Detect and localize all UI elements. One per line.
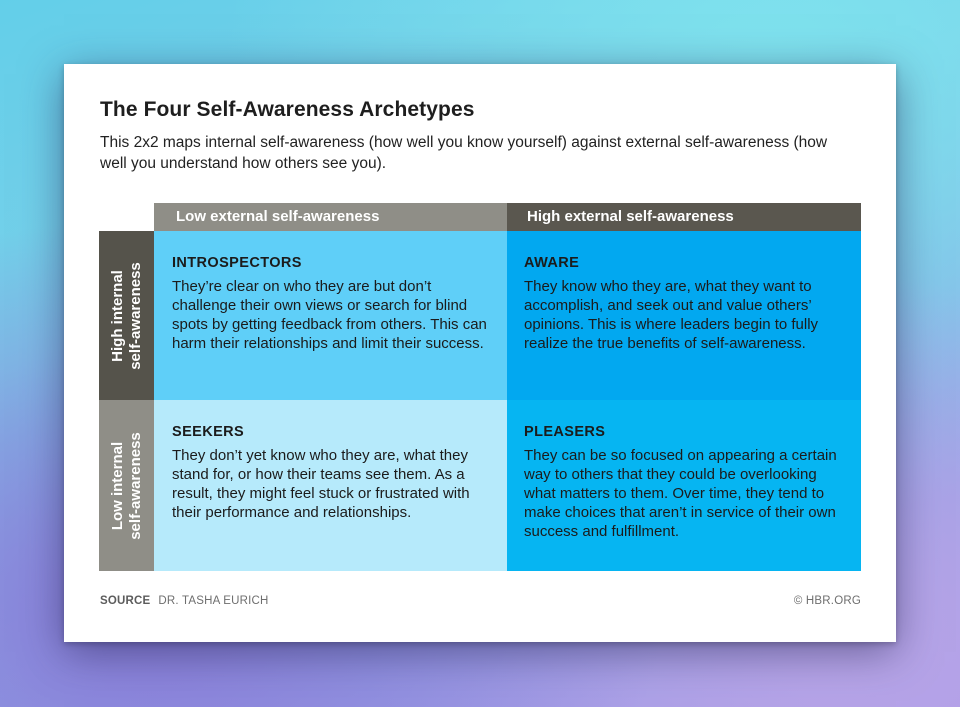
quadrant-description: They can be so focused on appearing a certain way to others that they could be overlooking what matters to them. Over time, they tend to make choices that aren’t in service of their own success and fulfillment. [524,447,837,540]
row-header-high-line1: High internal [108,269,126,362]
quadrant-aware [507,231,861,400]
quadrant-pleasers [507,400,861,571]
column-header-low-external: Low external self-awareness [154,203,507,231]
source-value: DR. TASHA EURICH [158,595,269,607]
row-header-low-internal [99,400,154,571]
quadrant-heading: PLEASERS [524,424,606,440]
quadrant-seekers [154,400,507,571]
quadrant-heading: AWARE [524,255,580,271]
subtitle: This 2x2 maps internal self-awareness (how well you know yourself) against external self-awareness (how well you understand how others see you). [100,134,828,172]
infographic-card [64,64,896,642]
column-header-high-external: High external self-awareness [507,203,861,231]
quadrant-heading: SEEKERS [172,424,245,440]
copyright-text: © HBR.ORG [793,595,861,607]
row-header-high-internal [99,231,154,400]
row-header-high-line2: self-awareness [126,261,144,370]
quadrant-introspectors [154,231,507,400]
quadrant-heading: INTROSPECTORS [172,255,302,271]
quadrant-description: They know who they are, what they want to accomplish, and seek out and value others’ opinions. This is where leaders begin to fully realize the true benefits of self-awareness. [524,278,819,352]
row-header-low-line1: Low internal [108,441,126,530]
source-credit [100,595,269,607]
row-header-low-line2: self-awareness [126,431,144,540]
source-label: SOURCE [100,595,151,607]
quadrant-description: They don’t yet know who they are, what they stand for, or how their teams see them. As a result, they might feel stuck or frustrated with their performance and relationships. [172,447,470,521]
quadrant-description: They’re clear on who they are but don’t challenge their own views or search for blind spots by getting feedback from others. This can harm their relationships and limit their success. [172,278,487,352]
page-title: The Four Self-Awareness Archetypes [100,98,475,121]
